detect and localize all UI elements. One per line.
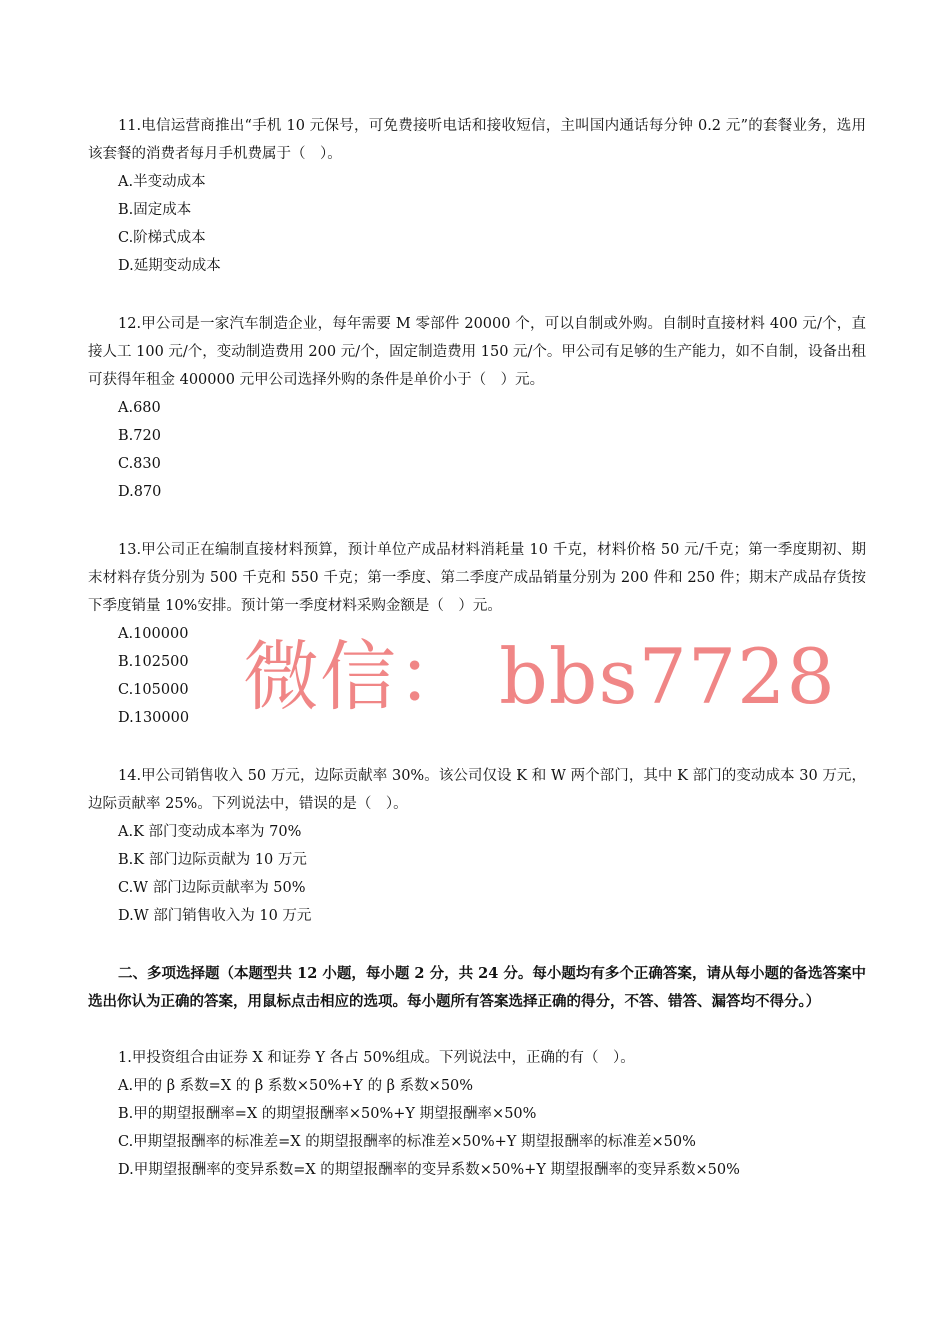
multi-question-1-option-b: B.甲的期望报酬率=X 的期望报酬率×50%+Y 期望报酬率×50% (118, 1106, 537, 1122)
multi-question-1-option-c: C.甲期望报酬率的标准差=X 的期望报酬率的标准差×50%+Y 期望报酬率的标准差×50% (118, 1134, 696, 1150)
multi-question-1-option-a: A.甲的 β 系数=X 的 β 系数×50%+Y 的 β 系数×50% (118, 1078, 474, 1094)
question-11-option-b: B.固定成本 (118, 202, 192, 218)
question-12-option-a: A.680 (118, 400, 161, 416)
question-14-option-b: B.K 部门边际贡献为 10 万元 (118, 852, 307, 868)
question-11-option-c: C.阶梯式成本 (118, 230, 206, 246)
question-13-stem: 13.甲公司正在编制直接材料预算，预计单位产成品材料消耗量 10 千克，材料价格 50 元/千克；第一季度期初、期末材料存货分别为 500 千克和 550 千克；第一季度、第二季度产成品销量分别为 200 件和 250 件；期末产成品存货按下季度销量 10%安排。预计第一季度材料采购金额是（ ）元。 (88, 542, 866, 614)
question-12-option-b: B.720 (118, 428, 161, 444)
question-12-option-c: C.830 (118, 456, 161, 472)
question-11-option-a: A.半变动成本 (118, 174, 206, 190)
multi-question-1-option-d: D.甲期望报酬率的变异系数=X 的期望报酬率的变异系数×50%+Y 期望报酬率的变异系数×50% (118, 1162, 740, 1178)
question-11-stem: 11.电信运营商推出“手机 10 元保号，可免费接听电话和接收短信，主叫国内通话每分钟 0.2 元”的套餐业务，选用该套餐的消费者每月手机费属于（ ）。 (88, 118, 866, 162)
question-14-option-c: C.W 部门边际贡献率为 50% (118, 880, 306, 896)
question-12-option-d: D.870 (118, 484, 162, 500)
question-13-option-d: D.130000 (118, 710, 190, 726)
watermark-text: 微信： bbs7728 (243, 632, 836, 721)
multi-question-1-stem: 1.甲投资组合由证券 X 和证券 Y 各占 50%组成。下列说法中，正确的有（ ）。 (118, 1050, 635, 1066)
question-14-stem: 14.甲公司销售收入 50 万元，边际贡献率 30%。该公司仅设 K 和 W 两个部门，其中 K 部门的变动成本 30 万元，边际贡献率 25%。下列说法中，错误的是（ ）。 (88, 768, 866, 812)
question-13-option-c: C.105000 (118, 682, 189, 698)
question-14-option-d: D.W 部门销售收入为 10 万元 (118, 908, 312, 924)
question-12-stem: 12.甲公司是一家汽车制造企业，每年需要 M 零部件 20000 个，可以自制或外购。自制时直接材料 400 元/个，直接人工 100 元/个，变动制造费用 200 元/个，固定制造费用 150 元/个。甲公司有足够的生产能力，如不自制，设备出租可获得年租金 400000 元甲公司选择外购的条件是单价小于（ ）元。 (88, 316, 866, 388)
section-2-heading: 二、多项选择题（本题型共 12 小题，每小题 2 分，共 24 分。每小题均有多个正确答案，请从每小题的备选答案中选出你认为正确的答案，用鼠标点击相应的选项。每小题所有答案选择正确的得分，不答、错答、漏答均不得分。） (88, 965, 866, 1010)
question-13-option-b: B.102500 (118, 654, 189, 670)
question-13-option-a: A.100000 (118, 626, 189, 642)
question-11-option-d: D.延期变动成本 (118, 258, 221, 274)
question-14-option-a: A.K 部门变动成本率为 70% (118, 824, 302, 840)
